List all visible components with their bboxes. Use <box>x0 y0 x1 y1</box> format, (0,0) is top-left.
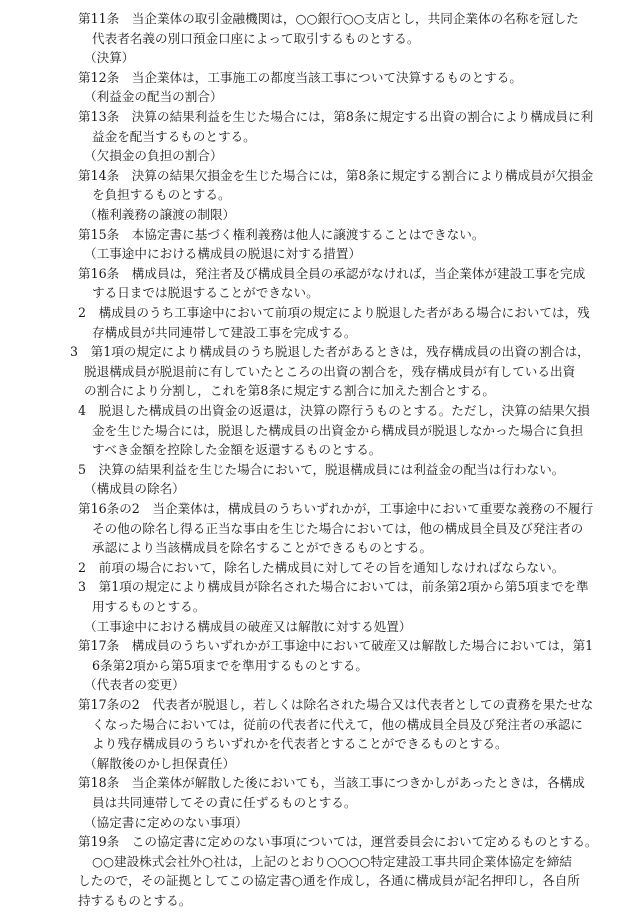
heading-profit-distribution: （利益金の配当の割合） <box>84 89 223 105</box>
article-18-line-2: 員は共同連帯してその責に任ずるものとする。 <box>92 795 357 810</box>
heading-warranty-after-dissolution: （解散後のかし担保責任） <box>84 755 236 771</box>
closing-line-2: したので，その証拠としてこの協定書○通を作成し，各通に構成員が記名押印し，各自所 <box>78 873 580 889</box>
article-13-line-1: 第13条 決算の結果利益を生じた場合には，第8条に規定する出資の割合により構成員に利 <box>78 109 594 124</box>
article-16-para-3-line-1: 3 第1項の規定により構成員のうち脱退した者があるときは，残存構成員の出資の割合は， <box>70 344 590 360</box>
article-16-line-1: 第16条 構成員は，発注者及び構成員全員の承認がなければ，当企業体が建設工事を完成 <box>78 265 586 281</box>
article-17-line-2: 6条第2項から第5項までを準用するものとする。 <box>92 657 368 673</box>
article-16-2-para-2-line-1: 2 前項の場合において，除名した構成員に対してその旨を通知しなければならない。 <box>78 559 565 575</box>
heading-undefined-matters: （協定書に定めのない事項） <box>84 814 248 830</box>
article-16-para-2-line-2: 存構成員が共同連帯して建設工事を完成する。 <box>92 324 357 340</box>
closing-line-3: 持するものとする。 <box>78 893 192 908</box>
heading-member-expulsion: （構成員の除名） <box>84 481 185 497</box>
article-16-para-4-line-2: 金を生じた場合には，脱退した構成員の出資金から構成員が脱退しなかった場合に負担 <box>92 422 584 438</box>
article-14-line-1: 第14条 決算の結果欠損金を生じた場合には，第8条に規定する割合により構成員が欠損金 <box>78 167 594 183</box>
article-16-2-line-3: 承認により当該構成員を除名することができるものとする。 <box>92 540 433 556</box>
article-12-line-1: 第12条 当企業体は，工事施工の都度当該工事について決算するものとする。 <box>78 69 522 85</box>
closing-line-1: ○○建設株式会社外○社は，上記のとおり○○○○特定建設工事共同企業体協定を締結 <box>92 853 572 869</box>
article-11-line-1: 第11条 当企業体の取引金融機関は，○○銀行○○支店とし，共同企業体の名称を冠した <box>78 11 579 26</box>
heading-bankruptcy-dissolution: （工事途中における構成員の破産又は解散に対する処置） <box>84 618 412 634</box>
article-16-para-4-line-3: すべき金額を控除した金額を返還するものとする。 <box>92 442 382 458</box>
article-19-line-1: 第19条 この協定書に定めのない事項については，運営委員会において定めるものとする。 <box>78 834 598 850</box>
article-16-2-para-3-line-1: 3 第1項の規定により構成員が除名された場合においては，前条第2項から第5項までを準 <box>78 579 589 595</box>
article-16-para-5-line-1: 5 決算の結果利益を生じた場合において，脱退構成員には利益金の配当は行わない。 <box>78 461 565 477</box>
article-16-line-2: する日までは脱退することができない。 <box>92 285 319 301</box>
article-17-2-line-1: 第17条の2 代表者が脱退し，若しくは除名された場合又は代表者としての責務を果たせな <box>78 697 594 712</box>
article-15-line-1: 第15条 本協定書に基づく権利義務は他人に譲渡することはできない。 <box>78 226 485 242</box>
article-16-para-3-line-3: の割合により分割し，これを第8条に規定する割合に加えた割合とする。 <box>84 383 496 399</box>
article-16-para-2-line-1: 2 構成員のうち工事途中において前項の規定により脱退した者がある場合においては，残 <box>78 305 590 320</box>
article-13-line-2: 益金を配当するものとする。 <box>92 128 256 144</box>
article-14-line-2: を負担するものとする。 <box>92 187 231 203</box>
heading-representative-change: （代表者の変更） <box>84 677 185 693</box>
article-17-2-line-3: より残存構成員のうちいずれかを代表者とすることができるものとする。 <box>92 736 508 752</box>
heading-loss-burden: （欠損金の負担の割合） <box>84 148 223 164</box>
heading-settlement: （決算） <box>84 50 135 66</box>
article-17-line-1: 第17条 構成員のうちいずれかが工事途中において破産又は解散した場合においては，第1 <box>78 638 594 654</box>
article-16-2-para-3-line-2: 用するものとする。 <box>92 599 206 614</box>
article-11-line-2: 代表者名義の別口預金口座によって取引するものとする。 <box>92 30 420 46</box>
heading-transfer-restriction: （権利義務の譲渡の制限） <box>84 207 236 222</box>
article-16-2-line-1: 第16条の2 当企業体は，構成員のうちいずれかが，工事途中において重要な義務の不履行 <box>78 501 594 516</box>
article-16-para-4-line-1: 4 脱退した構成員の出資金の返還は，決算の際行うものとする。ただし，決算の結果欠損 <box>78 403 590 418</box>
heading-member-withdrawal: （工事途中における構成員の脱退に対する措置） <box>84 246 362 262</box>
article-16-para-3-line-2: 脱退構成員が脱退前に有していたところの出資の割合を，残存構成員が有している出資 <box>84 363 576 379</box>
article-16-2-line-2: その他の除名し得る正当な事由を生じた場合においては，他の構成員全員及び発注者の <box>92 520 584 536</box>
article-18-line-1: 第18条 当企業体が解散した後においても，当該工事につきかしがあったときは，各構成 <box>78 775 585 791</box>
article-17-2-line-2: くなった場合においては，従前の代表者に代えて，他の構成員全員及び発注者の承認に <box>92 716 583 732</box>
